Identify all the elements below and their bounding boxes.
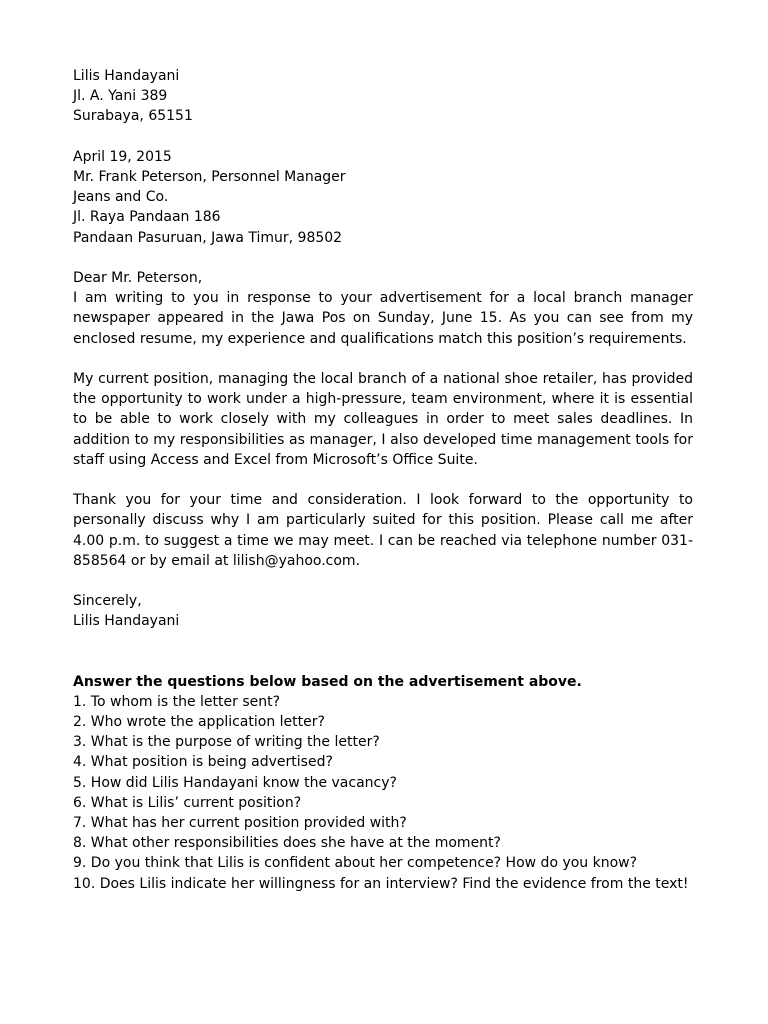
spacer [73,127,693,147]
questions-list [73,692,693,894]
body-paragraph-2: My current position, managing the local branch of a national shoe retailer, has provided the opportunity to work under a high-pressure, team environment, where it is essential to be able to work closely with my colleagues in order to meet sales deadlines. In addition to my responsibilities as manager, I also developed time management tools for staff using Access and Excel from Microsoft’s Office Suite. [73,371,693,468]
body-paragraph-1: I am writing to you in response to your advertisement for a local branch manager newspaper appeared in the Jawa Pos on Sunday, June 15. As you can see from my enclosed resume, my experience and qualifications match this position’s requirements. [73,290,693,347]
questions-section [73,672,693,894]
letter-date: April 19, 2015 [73,148,172,165]
body-paragraph-3: Thank you for your time and consideration. I look forward to the opportunity to personally discuss why I am particularly suited for this position. Please call me after 4.00 p.m. to suggest a time we may meet. I can be reached via telephone number 031-858564 or by email at lilish@yahoo.com. [73,492,693,569]
question-item: 7. What has her current position provided with? [73,815,407,832]
signature: Lilis Handayani [73,613,180,630]
spacer [73,632,693,672]
questions-heading: Answer the questions below based on the advertisement above. [73,673,582,690]
spacer [73,470,693,490]
document-page [73,66,693,894]
sender-city: Surabaya, 65151 [73,108,193,125]
spacer [73,571,693,591]
recipient-name-title: Mr. Frank Peterson, Personnel Manager [73,169,346,185]
salutation: Dear Mr. Peterson, [73,270,203,286]
question-item: 9. Do you think that Lilis is confident about her competence? How do you know? [73,855,638,872]
sender-street: Jl. A. Yani 389 [73,88,168,105]
question-item: 10. Does Lilis indicate her willingness for an interview? Find the evidence from the text! [73,875,689,892]
question-item: 4. What position is being advertised? [73,754,333,771]
recipient-address [73,167,693,248]
recipient-city: Pandaan Pasuruan, Jawa Timur, 98502 [73,229,343,246]
recipient-company: Jeans and Co. [73,189,169,206]
question-item: 3. What is the purpose of writing the letter? [73,734,380,751]
question-item: 8. What other responsibilities does she have at the moment? [73,835,501,852]
recipient-street: Jl. Raya Pandaan 186 [73,209,221,226]
sender-address [73,66,693,127]
sender-name: Lilis Handayani [73,68,180,84]
closing: Sincerely, [73,593,142,610]
spacer [73,349,693,369]
question-item: 2. Who wrote the application letter? [73,714,325,731]
question-item: 6. What is Lilis’ current position? [73,794,302,811]
question-item: 1. To whom is the letter sent? [73,693,281,710]
question-item: 5. How did Lilis Handayani know the vacancy? [73,774,397,791]
spacer [73,248,693,268]
